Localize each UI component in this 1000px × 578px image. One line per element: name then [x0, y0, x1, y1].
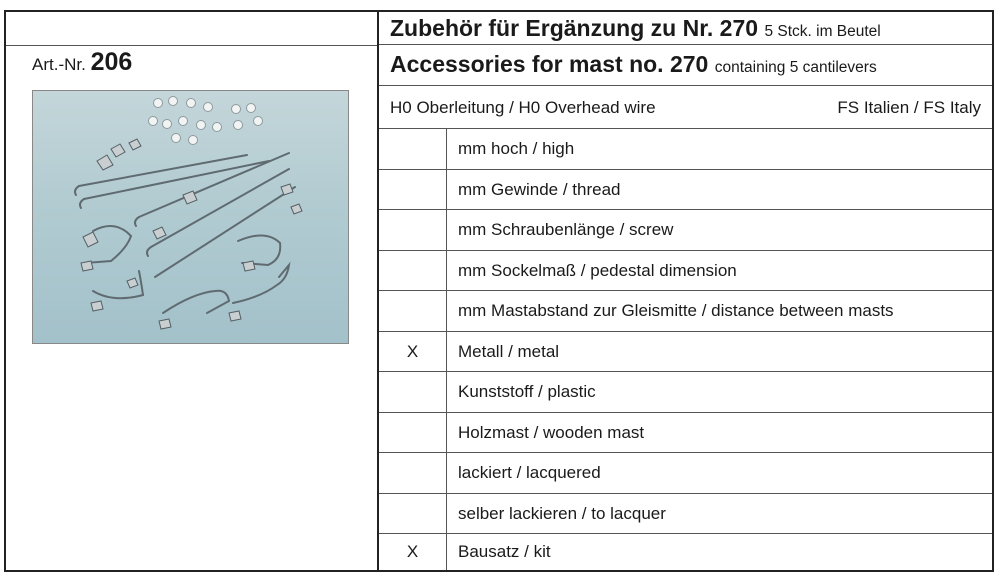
feature-row	[379, 170, 992, 211]
scale-row	[379, 86, 992, 129]
feature-label: Holzmast / wooden mast	[458, 422, 645, 442]
feature-mark	[379, 372, 447, 412]
feature-mark: X	[379, 332, 447, 372]
feature-mark	[379, 251, 447, 291]
feature-mark	[379, 494, 447, 534]
feature-label: mm Sockelmaß / pedestal dimension	[458, 260, 737, 280]
feature-row	[379, 372, 992, 413]
spec-table	[379, 12, 992, 570]
parts-illustration	[33, 91, 348, 343]
feature-row	[379, 534, 992, 570]
feature-label: Bausatz / kit	[458, 542, 551, 561]
title-english: Accessories for mast no. 270	[390, 51, 709, 77]
feature-row	[379, 332, 992, 373]
feature-label: mm Mastabstand zur Gleismitte / distance between masts	[458, 301, 894, 320]
feature-row	[379, 210, 992, 251]
article-value: 206	[90, 48, 133, 76]
feature-label: Metall / metal	[458, 341, 560, 361]
feature-label: mm Schraubenlänge / screw	[458, 220, 674, 239]
feature-row	[379, 251, 992, 292]
feature-label: Kunststoff / plastic	[458, 382, 596, 401]
feature-mark	[379, 129, 447, 169]
feature-label: mm Gewinde / thread	[458, 179, 621, 199]
article-number	[32, 48, 132, 77]
feature-label: lackiert / lacquered	[458, 463, 601, 482]
title-english-sub: containing 5 cantilevers	[714, 59, 877, 76]
left-header-cell	[6, 12, 377, 46]
railway-label: FS Italien / FS Italy	[837, 98, 981, 117]
feature-row	[379, 129, 992, 170]
feature-row	[379, 453, 992, 494]
product-photo	[32, 90, 349, 344]
title-german: Zubehör für Ergänzung zu Nr. 270	[390, 15, 759, 41]
feature-row	[379, 291, 992, 332]
feature-mark: X	[379, 534, 447, 570]
feature-label: selber lackieren / to lacquer	[458, 503, 666, 523]
feature-row	[379, 413, 992, 454]
feature-mark	[379, 453, 447, 493]
title-german-sub: 5 Stck. im Beutel	[764, 23, 881, 40]
feature-row	[379, 494, 992, 535]
product-sheet	[4, 10, 994, 572]
article-label: Art.-Nr.	[32, 55, 86, 74]
title-german-row	[379, 12, 992, 45]
feature-mark	[379, 210, 447, 250]
title-english-row	[379, 45, 992, 86]
feature-label: mm hoch / high	[458, 139, 575, 158]
feature-mark	[379, 291, 447, 331]
feature-mark	[379, 170, 447, 210]
scale-label: H0 Oberleitung / H0 Overhead wire	[390, 98, 656, 117]
feature-mark	[379, 413, 447, 453]
